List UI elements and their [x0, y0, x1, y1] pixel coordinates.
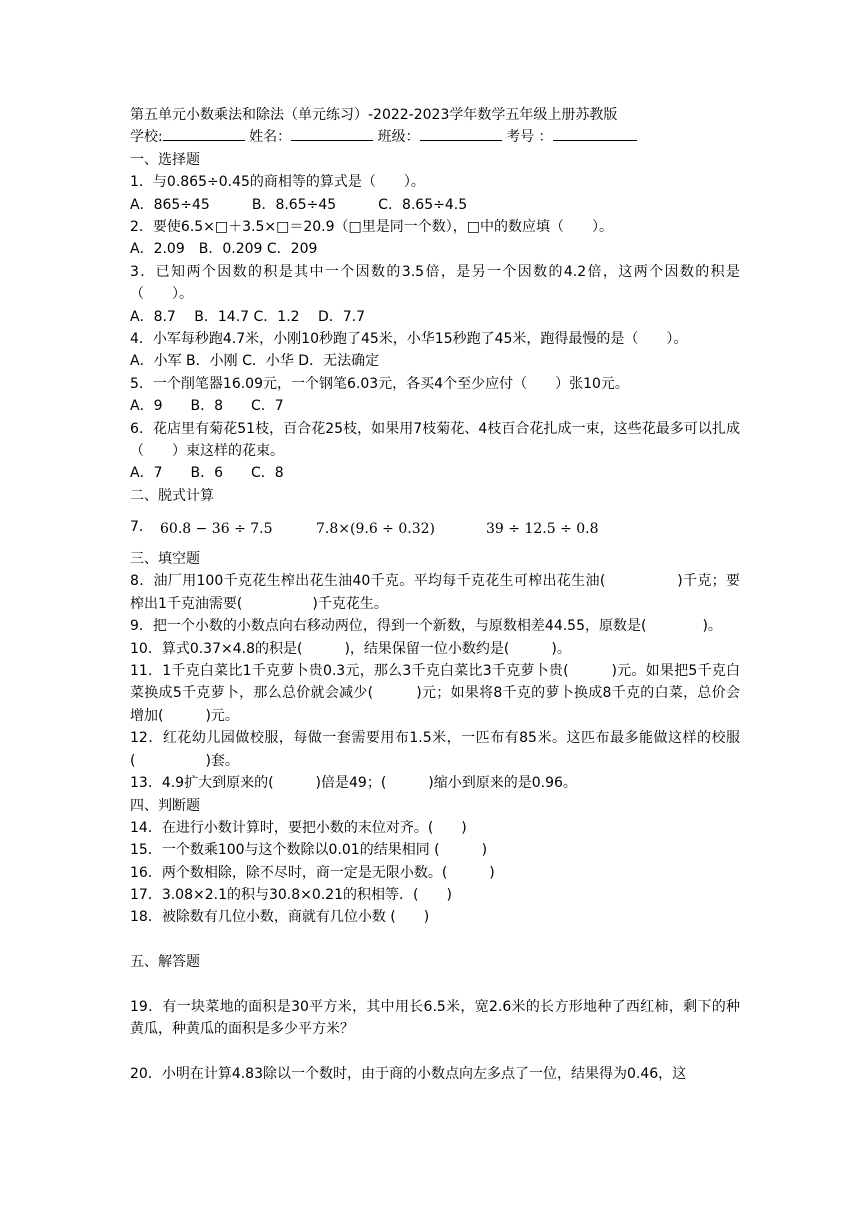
class-label: 班级： [377, 129, 420, 146]
name-blank [291, 126, 373, 141]
spacer [130, 929, 740, 951]
question-options: A．7 B．6 C．8 [130, 465, 284, 482]
question-stem: 5．一个削笔器16.09元，一个钢笔6.03元，各买4个至少应付（ ）张10元。 [130, 375, 629, 392]
question-stem: 10．算式0.37×4.8的积是( )，结果保留一位小数约是( )。 [130, 640, 571, 657]
spacer [130, 1041, 740, 1063]
document-content [130, 104, 740, 1086]
section-heading-fill: 三、填空题 [130, 551, 200, 568]
calc-question-number: 7． [130, 519, 153, 536]
question-stem: 15．一个数乘100与这个数除以0.01的结果相同 ( ) [130, 842, 488, 859]
question-stem: 1．与0.865÷0.45的商相等的算式是（ ）。 [130, 174, 425, 191]
question-options: A．9 B．8 C．7 [130, 398, 284, 415]
exam-no-blank [553, 126, 637, 141]
spacer [130, 974, 740, 996]
question-options: A．2.09 B．0.209 C．209 [130, 241, 318, 258]
question-stem: 8．油厂用100千克花生榨出花生油40千克。平均每千克花生可榨出花生油( )千克；要榨出1千克油需要( )千克花生。 [130, 573, 740, 612]
exam-no-label: 考号 ： [506, 129, 553, 146]
calc-expression: 7.8×(9.6 ÷ 0.32) [316, 521, 435, 538]
question-stem: 19．有一块菜地的面积是30平方米，其中用长6.5米，宽2.6米的长方形地种了西红柿，剩下的种黄瓜，种黄瓜的面积是多少平方米？ [130, 999, 740, 1038]
section-heading-judge: 四、判断题 [130, 797, 200, 814]
question-stem: 11．1千克白菜比1千克萝卜贵0.3元，那么3千克白菜比3千克萝卜贵( )元。如果把5千克白菜换成5千克萝卜，那么总价就会减少( )元；如果将8千克的萝卜换成8千克的白菜，总价会增加( )元。 [130, 663, 740, 724]
calc-expression: 39 ÷ 12.5 ÷ 0.8 [486, 521, 599, 538]
question-stem: 17．3.08×2.1的积与30.8×0.21的积相等．( ) [130, 887, 452, 904]
class-blank [420, 126, 502, 141]
school-blank [163, 126, 245, 141]
calc-expression: 60.8 − 36 ÷ 7.5 [160, 521, 273, 538]
question-stem: 12．红花幼儿园做校服，每做一套需要用布1.5米，一匹布有85米。这匹布最多能做这样的校服( )套。 [130, 730, 740, 769]
question-stem: 6．花店里有菊花51枝，百合花25枝，如果用7枝菊花、4枝百合花扎成一束，这些花最多可以扎成（ ）束这样的花束。 [130, 420, 740, 459]
school-label: 学校: [130, 129, 163, 146]
section-heading-answer: 五、解答题 [130, 954, 200, 971]
question-stem: 2．要使6.5×□＋3.5×□＝20.9（□里是同一个数），□中的数应填（ ）。 [130, 218, 613, 235]
question-stem: 16．两个数相除，除不尽时，商一定是无限小数。( ) [130, 864, 495, 881]
question-stem: 20．小明在计算4.83除以一个数时，由于商的小数点向左多点了一位，结果得为0.46，这 [130, 1066, 687, 1083]
question-stem: 9．把一个小数的小数点向右移动两位，得到一个新数，与原数相差44.55，原数是( )。 [130, 618, 722, 635]
calc-question-row [130, 507, 740, 548]
question-stem: 3．已知两个因数的积是其中一个因数的3.5倍，是另一个因数的4.2倍，这两个因数的积是（ ）。 [130, 263, 740, 303]
question-options: A．8.7 B．14.7 C．1.2 D．7.7 [130, 308, 366, 325]
question-options: A．865÷45 B．8.65÷45 C．8.65÷4.5 [130, 196, 468, 213]
student-info-line [130, 126, 740, 148]
section-heading-calc: 二、脱式计算 [130, 487, 214, 504]
document-title: 第五单元小数乘法和除法（单元练习）-2022-2023学年数学五年级上册苏教版 [130, 107, 618, 123]
question-stem: 18．被除数有几位小数，商就有几位小数 ( ) [130, 909, 430, 926]
question-options: A．小军 B．小刚 C．小华 D．无法确定 [130, 353, 380, 370]
question-stem: 13．4.9扩大到原来的( )倍是49；( )缩小到原来的是0.96。 [130, 775, 577, 792]
question-stem: 14．在进行小数计算时，要把小数的末位对齐。( ) [130, 819, 467, 836]
name-label: 姓名： [249, 129, 292, 146]
question-stem: 4．小军每秒跑4.7米，小刚10秒跑了45米，小华15秒跑了45米，跑得最慢的是（ ）。 [130, 330, 688, 347]
section-heading-choice: 一、选择题 [130, 151, 200, 168]
